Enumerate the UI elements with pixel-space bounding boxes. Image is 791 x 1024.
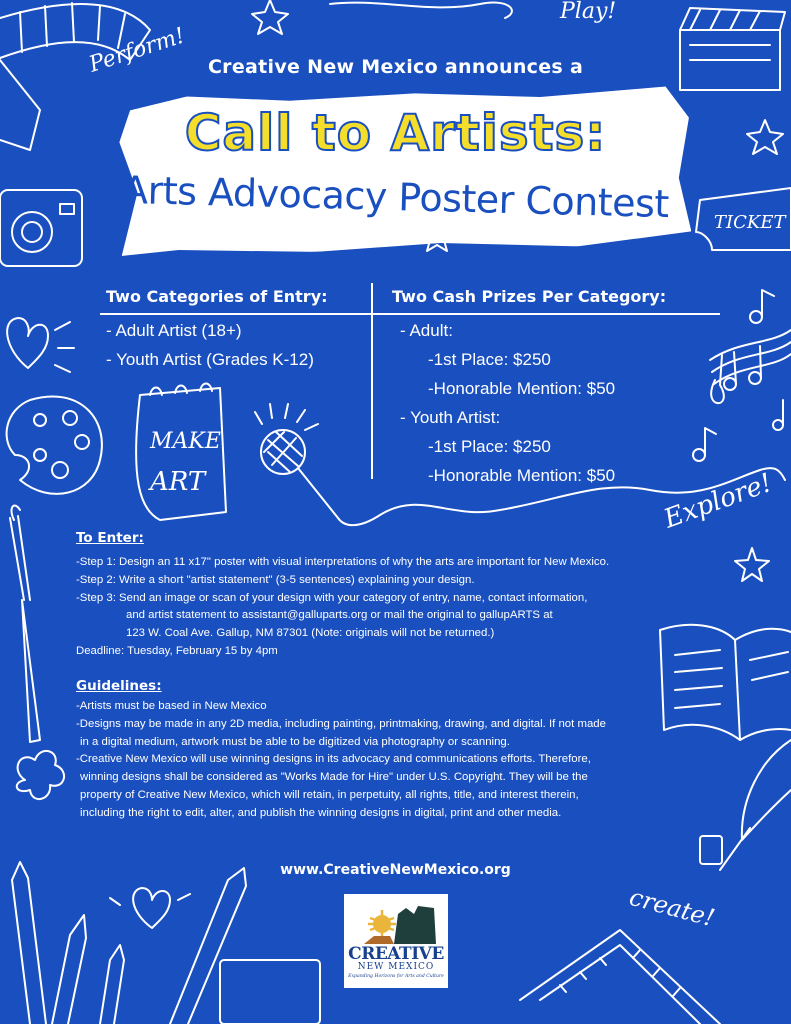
list-item: -1st Place: $250 [428,350,551,369]
heart-icon [7,318,48,368]
paintbrush-icon [10,505,40,742]
guidelines-heading: Guidelines: [76,678,162,694]
logo-subname: NEW MEXICO [357,962,435,972]
section-divider-horizontal [100,313,720,315]
list-item: - Youth Artist: [400,408,501,427]
step-line: -Step 3: Send an image or scan of your design with your category of entry, name, contact information, [76,591,588,604]
list-item: -1st Place: $250 [428,437,551,456]
book-icon [660,625,791,740]
creative-new-mexico-logo [344,894,448,988]
guideline-line: property of Creative New Mexico, which will retain, in perpetuity, all rights, title, and interest therein, [80,788,579,801]
doodle-word-perform: Perform! [86,23,188,78]
announcement-line: Creative New Mexico announces a [207,56,584,78]
guideline-line: winning designs shall be considered as "Works Made for Hire" under U.S. Copyright. They will be the [80,771,588,784]
prizes-heading: Two Cash Prizes Per Category: [392,287,667,306]
flower-icon [17,751,64,799]
website-link[interactable]: www.CreativeNewMexico.org [280,862,511,878]
heart-icon [133,888,170,928]
pencils-icon [12,862,246,1024]
list-item: - Youth Artist (Grades K-12) [106,350,314,369]
sketchbook-icon [220,960,320,1024]
list-item: -Honorable Mention: $50 [428,466,616,485]
doodle-word-create: create! [626,882,718,933]
guideline-line: -Designs may be made in any 2D media, including painting, printmaking, drawing, and digital. If not made [76,717,606,730]
squiggle-icon [330,3,512,18]
quill-icon [720,740,791,870]
categories-list [106,316,314,374]
make-art-sign-icon [136,384,226,521]
to-enter-steps [76,554,609,661]
guidelines-list [76,698,606,823]
categories-heading: Two Categories of Entry: [106,287,328,306]
guideline-line: including the right to edit, alter, and publish the winning designs in digital, print and other media. [80,806,562,819]
zia-mountain-icon [344,894,448,944]
star-icon [252,0,288,34]
step-line: 123 W. Coal Ave. Gallup, NM 87301 (Note: originals will not be returned.) [126,627,495,640]
to-enter-heading: To Enter: [76,530,144,546]
list-item: -Honorable Mention: $50 [428,379,616,398]
doodle-word-make: MAKE [150,429,221,454]
step-line: -Step 1: Design an 11 x17" poster with visual interpretations of why the arts are important for New Mexico. [76,556,610,568]
prizes-list [400,316,615,490]
music-notes-icon [693,290,791,461]
guideline-line: -Artists must be based in New Mexico [76,700,267,712]
page-title: Call to Artists: [184,104,607,162]
step-line: and artist statement to assistant@galluparts.org or mail the original to gallupARTS at [126,609,553,622]
logo-name: CREATIVE [348,944,444,964]
doodle-word-play: Play! [560,0,617,24]
list-item: - Adult: [400,321,453,340]
doodle-word-explore: Explore! [660,467,777,535]
page-subtitle: Arts Advocacy Poster Contest [121,167,670,227]
doodle-word-ticket: TICKET [714,212,786,233]
guideline-line: -Creative New Mexico will use winning designs in its advocacy and communications efforts. Therefore, [76,753,591,766]
star-icon [735,548,769,581]
deadline-line: Deadline: Tuesday, February 15 by 4pm [76,644,278,657]
list-item: - Adult Artist (18+) [106,321,242,340]
sparkle-lines-icon [110,894,190,905]
logo-tagline: Expanding Horizons for Arts and Culture [348,974,444,979]
ink-bottle-icon [700,836,722,864]
palette-icon [7,396,102,493]
ruler-icon [520,930,720,1024]
sparkle-lines-icon [55,322,74,372]
step-line: -Step 2: Write a short "artist statement" (3-5 sentences) explaining your design. [76,573,475,586]
doodle-word-art: ART [150,467,206,497]
section-divider-vertical [371,283,373,479]
guideline-line: in a digital medium, artwork must be able to be digitized via photography or scanning. [80,735,510,748]
